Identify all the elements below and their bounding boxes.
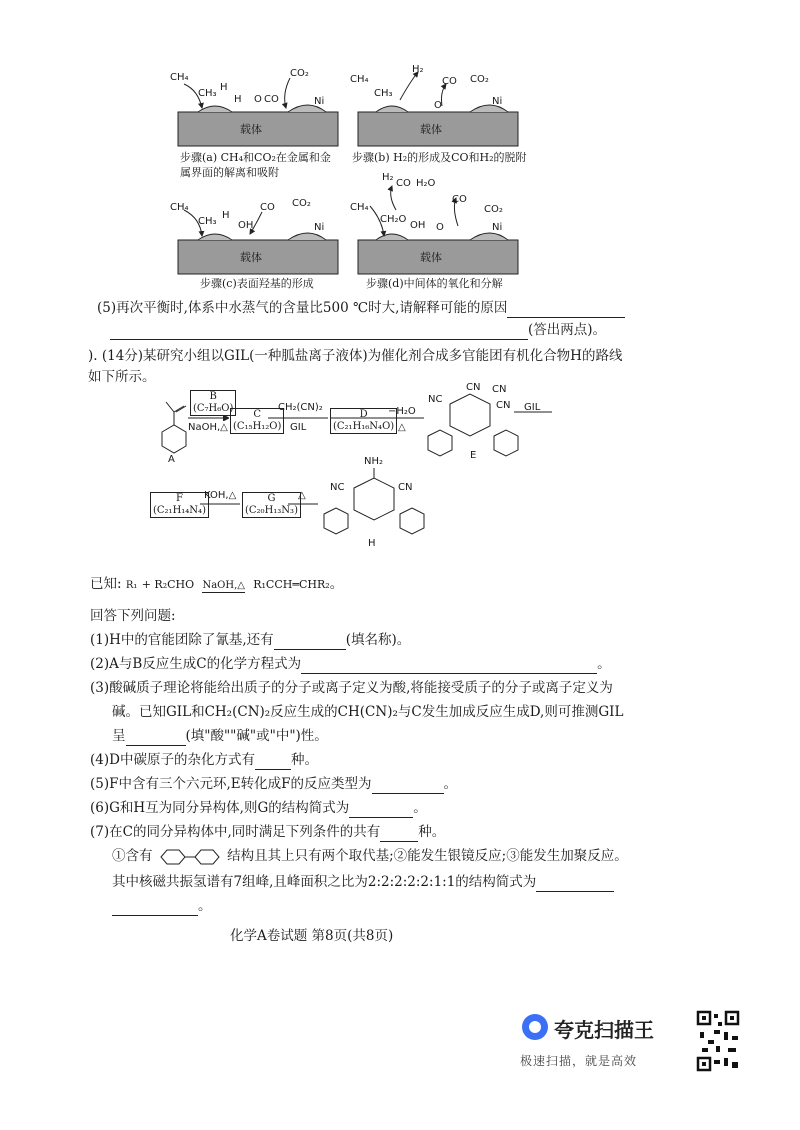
e-cn: CN <box>466 382 481 393</box>
step-a-caption <box>180 150 350 180</box>
cond-heat: △ <box>398 422 406 433</box>
question-7-nmr <box>112 872 614 892</box>
qr-code <box>696 1010 740 1072</box>
question-text: 结构且其上只有两个取代基;②能发生银镜反应;③能发生加聚反应。 <box>227 848 628 864</box>
problem-intro-2: 如下所示。 <box>88 369 156 385</box>
questions-header: 回答下列问题: <box>90 608 176 624</box>
e-cn: CN <box>496 400 511 411</box>
answer-blank[interactable] <box>380 827 418 842</box>
known-plus: + R₂CHO <box>141 578 195 591</box>
qr-code-icon <box>696 1010 740 1072</box>
cond-gil: GIL <box>290 422 307 433</box>
question-text: 种。 <box>418 824 446 840</box>
synthesis-scheme <box>140 378 570 558</box>
caption-line: 步骤(a) CH₄和CO₂在金属和金 <box>180 151 331 164</box>
question-text: 。 <box>597 656 611 672</box>
label-ch3: CH₃ <box>374 88 393 99</box>
e-nc: NC <box>428 394 443 405</box>
b-formula: (C₇H₆O) <box>193 403 234 414</box>
question-text: 呈 <box>112 728 126 744</box>
answer-blank[interactable] <box>372 779 444 794</box>
answer-blank[interactable] <box>110 325 528 340</box>
label-co2: CO₂ <box>470 74 489 85</box>
compound-f <box>150 492 209 518</box>
structure-a <box>162 402 186 453</box>
label-e: E <box>470 450 477 461</box>
label-ch2o: CH₂O <box>380 214 407 225</box>
d-label: D <box>359 409 368 420</box>
question-text: (5)F中含有三个六元环,E转化成F的反应类型为 <box>90 776 372 792</box>
f-formula: (C₂₁H₁₄N₄) <box>153 505 206 516</box>
question-1 <box>90 630 410 650</box>
question-4 <box>90 750 318 770</box>
known-r1: R₁ <box>125 580 138 591</box>
e-cn: CN <box>492 384 507 395</box>
known-end: 。 <box>329 576 344 592</box>
compound-c <box>230 408 284 434</box>
question-text: (填名称)。 <box>345 632 411 648</box>
known-product: R₁CCH═CHR₂ <box>253 578 330 591</box>
answer-blank[interactable] <box>255 755 291 770</box>
scanner-slogan: 极速扫描，就是高效 <box>520 1054 638 1068</box>
biphenyl-structure <box>157 848 223 866</box>
label-o: O <box>434 100 442 111</box>
h-nc: NC <box>330 482 345 493</box>
answer-blank[interactable] <box>274 635 346 650</box>
question-5 <box>90 774 457 794</box>
compound-g <box>242 492 301 518</box>
label-co: CO <box>396 178 411 189</box>
g-formula: (C₂₀H₁₃N₃) <box>245 505 298 516</box>
cond-naoh: NaOH,△ <box>188 422 228 433</box>
label-co: CO <box>264 94 279 105</box>
known-cond: NaOH,△ <box>202 580 245 591</box>
label-ni: Ni <box>314 96 325 107</box>
c-formula: (C₁₅H₁₂O) <box>233 421 282 432</box>
question-7-nmr-line2 <box>112 896 212 916</box>
question-3-line3 <box>112 726 328 746</box>
support-label: 载体 <box>240 123 262 136</box>
g-label: G <box>267 493 276 504</box>
reagent-malononitrile: CH₂(CN)₂ <box>278 402 323 413</box>
question-text: (2)A与B反应生成C的化学方程式为 <box>90 656 302 672</box>
box-f <box>150 492 209 518</box>
label-oh: OH <box>410 220 426 231</box>
question-7-conditions <box>112 846 628 866</box>
step-d-caption: 步骤(d)中间体的氧化和分解 <box>366 277 503 290</box>
d-formula: (C₂₁H₁₆N₄O) <box>333 421 395 432</box>
box-c <box>230 408 284 434</box>
known-label: 已知: <box>90 576 122 592</box>
question-text: (7)在C的同分异构体中,同时满足下列条件的共有 <box>90 824 381 840</box>
question-text: (答出两点)。 <box>528 322 607 338</box>
step-b-caption: 步骤(b) H₂的形成及CO和H₂的脱附 <box>352 151 527 164</box>
c-label: C <box>253 409 262 420</box>
label-co2: CO₂ <box>292 198 311 209</box>
support-label: 载体 <box>240 251 262 264</box>
question-text: (6)G和H互为同分异构体,则G的结构简式为 <box>90 800 350 816</box>
label-co2: CO₂ <box>290 68 309 79</box>
support-label: 载体 <box>420 123 442 136</box>
box-g <box>242 492 301 518</box>
question-text: 。 <box>443 776 458 792</box>
h-cn: CN <box>398 482 413 493</box>
label-co: CO <box>442 76 457 87</box>
cond-koh: KOH,△ <box>204 490 237 501</box>
question-text: ①含有 <box>112 848 153 864</box>
label-ni: Ni <box>314 222 325 233</box>
question-text: 。 <box>198 898 212 914</box>
label-a: A <box>168 454 175 465</box>
label-h2o: H₂O <box>416 178 436 189</box>
f-label: F <box>176 493 183 504</box>
structure-h <box>324 468 424 534</box>
label-oh: OH <box>238 220 254 231</box>
question-3-line2: 碱。已知GIL和CH₂(CN)₂反应生成的CH(CN)₂与C发生加成反应生成D,则可推测GIL <box>112 704 624 720</box>
answer-blank[interactable] <box>126 731 186 746</box>
label-o: O <box>436 222 444 233</box>
question-3: (3)酸碱质子理论将能给出质子的分子或离子定义为酸,将能接受质子的分子或离子定义为 <box>90 680 613 696</box>
question-text: (填"酸""碱"或"中")性。 <box>185 728 328 744</box>
answer-blank[interactable] <box>112 901 198 916</box>
question-text: (5)再次平衡时,体系中水蒸气的含量比500 ℃时大,请解释可能的原因 <box>97 300 508 316</box>
support-label: 载体 <box>420 251 442 264</box>
question-text: 。 <box>413 800 427 816</box>
reagent-gil: GIL <box>524 402 541 413</box>
label-h2: H₂ <box>382 172 394 183</box>
scanner-logo-icon <box>522 1014 548 1040</box>
label-h: H <box>368 538 376 549</box>
cond-heat2: △ <box>298 490 306 501</box>
scanner-brand: 夸克扫描王 <box>554 1018 654 1042</box>
label-ch4: CH₄ <box>170 202 189 213</box>
question-5-part <box>97 298 625 318</box>
scanner-watermark <box>516 1012 696 1072</box>
step-c-caption: 步骤(c)表面羟基的形成 <box>200 277 314 290</box>
label-ni: Ni <box>492 222 503 233</box>
label-h: H <box>222 210 230 221</box>
b-label: B <box>209 391 217 402</box>
label-h: H <box>234 94 242 105</box>
reagent-water: −H₂O <box>388 406 416 417</box>
question-text: (4)D中碳原子的杂化方式有 <box>90 752 255 768</box>
known-arrow <box>202 580 245 593</box>
answer-blank[interactable] <box>301 659 597 674</box>
question-2 <box>90 654 611 674</box>
problem-intro: ). (14分)某研究小组以GIL(一种胍盐离子液体)为催化剂合成多官能团有机化合物H的路线 <box>88 348 623 364</box>
label-o: O <box>254 94 262 105</box>
label-ch4: CH₄ <box>170 72 189 83</box>
label-co2: CO₂ <box>484 204 503 215</box>
known-reaction <box>90 574 343 596</box>
label-ch3: CH₃ <box>198 216 217 227</box>
question-text: (1)H中的官能团除了氰基,还有 <box>90 632 274 648</box>
label-ch3: CH₃ <box>198 88 217 99</box>
label-ch4: CH₄ <box>350 202 369 213</box>
label-co: CO <box>452 194 467 205</box>
question-text: 其中核磁共振氢谱有7组峰,且峰面积之比为2:2:2:2:2:1:1的结构简式为 <box>112 874 537 890</box>
label-co: CO <box>260 202 275 213</box>
caption-line: 属界面的解离和吸附 <box>180 166 279 179</box>
page-footer: 化学A卷试题 第8页(共8页) <box>230 928 394 944</box>
question-6 <box>90 798 427 818</box>
answer-blank[interactable] <box>536 877 614 892</box>
question-text: 种。 <box>290 752 318 768</box>
label-ni: Ni <box>492 96 503 107</box>
label-ch4: CH₄ <box>350 74 369 85</box>
question-5-line2 <box>110 320 606 340</box>
h-nh2: NH₂ <box>364 456 384 467</box>
label-h: H <box>220 82 228 93</box>
label-h2: H₂ <box>412 64 424 75</box>
question-7 <box>90 822 445 842</box>
catalysis-figure <box>170 60 550 290</box>
answer-blank[interactable] <box>507 303 625 318</box>
answer-blank[interactable] <box>349 803 413 818</box>
